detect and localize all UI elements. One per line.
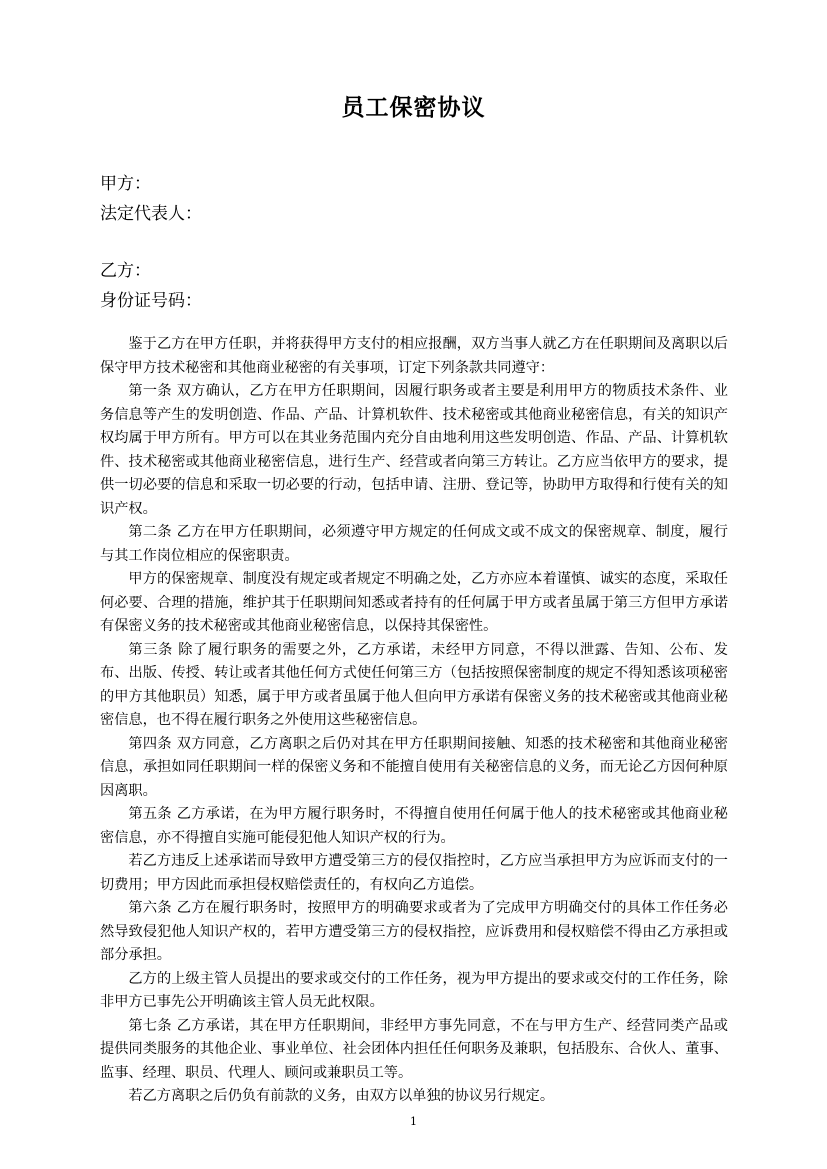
article-7-paragraph: 第七条 乙方承诺，其在甲方任职期间，非经甲方事先同意，不在与甲方生产、经营同类产品或提供同类服务的其他企业、事业单位、社会团体内担任任何职务及兼职，包括股东、合伙人、董事、监事、经理、职员、代理人、顾问或兼职员工等。 bbox=[100, 1017, 728, 1081]
agreement-body bbox=[100, 333, 728, 1109]
party-b-label: 乙方： bbox=[100, 261, 151, 281]
party-a-label: 甲方： bbox=[100, 174, 151, 194]
legal-representative-label: 法定代表人： bbox=[100, 204, 202, 224]
article-3-paragraph: 第三条 除了履行职务的需要之外，乙方承诺，未经甲方同意，不得以泄露、告知、公布、发布、出版、传授、转让或者其他任何方式使任何第三方（包括按照保密制度的规定不得知悉该项秘密的甲方其他职员）知悉，属于甲方或者虽属于他人但向甲方承诺有保密义务的技术秘密或其他商业秘密信息，也不得在履行职务之外使用这些秘密信息。 bbox=[100, 641, 728, 728]
article-4-paragraph: 第四条 双方同意，乙方离职之后仍对其在甲方任职期间接触、知悉的技术秘密和其他商业秘密信息，承担如同任职期间一样的保密义务和不能擅自使用有关秘密信息的义务，而无论乙方因何种原因离职。 bbox=[100, 735, 728, 799]
article-5-paragraph: 第五条 乙方承诺，在为甲方履行职务时，不得擅自使用任何属于他人的技术秘密或其他商业秘密信息，亦不得擅自实施可能侵犯他人知识产权的行为。 bbox=[100, 806, 728, 846]
document-title: 员工保密协议 bbox=[341, 94, 486, 121]
id-number-label: 身份证号码： bbox=[100, 291, 202, 311]
article-2-clause-2-paragraph: 甲方的保密规章、制度没有规定或者规定不明确之处，乙方亦应本着谨慎、诚实的态度，采取任何必要、合理的措施，维护其于任职期间知悉或者持有的任何属于甲方或者虽属于第三方但甲方承诺有保密义务的技术秘密或其他商业秘密信息，以保持其保密性。 bbox=[100, 571, 728, 634]
article-5-clause-2-paragraph: 若乙方违反上述承诺而导致甲方遭受第三方的侵仅指控时，乙方应当承担甲方为应诉而支付的一切费用；甲方因此而承担侵权赔偿责任的，有权向乙方追偿。 bbox=[100, 853, 728, 893]
article-2-paragraph: 第二条 乙方在甲方任职期间，必须遵守甲方规定的任何成文或不成文的保密规章、制度，履行与其工作岗位相应的保密职责。 bbox=[100, 524, 728, 564]
article-1-paragraph: 第一条 双方确认，乙方在甲方任职期间，因履行职务或者主要是利用甲方的物质技术条件、业务信息等产生的发明创造、作品、产品、计算机软件、技术秘密或其他商业秘密信息，有关的知识产权均属于甲方所有。甲方可以在其业务范围内充分自由地利用这些发明创造、作品、产品、计算机软件、技术秘密或其他商业秘密信息，进行生产、经营或者向第三方转让。乙方应当依甲方的要求，提供一切必要的信息和采取一切必要的行动，包括申请、注册、登记等，协助甲方取得和行使有关的知识产权。 bbox=[100, 383, 728, 517]
article-7-clause-2-paragraph: 若乙方离职之后仍负有前款的义务，由双方以单独的协议另行规定。 bbox=[128, 1088, 555, 1104]
preamble-paragraph: 鉴于乙方在甲方任职，并将获得甲方支付的相应报酬，双方当事人就乙方在任职期间及离职以后保守甲方技术秘密和其他商业秘密的有关事项，订定下列条款共同遵守： bbox=[100, 336, 728, 376]
article-6-paragraph: 第六条 乙方在履行职务时，按照甲方的明确要求或者为了完成甲方明确交付的具体工作任务必然导致侵犯他人知识产权的，若甲方遭受第三方的侵权指控，应诉费用和侵权赔偿不得由乙方承担或部分承担。 bbox=[100, 900, 728, 963]
page-number: 1 bbox=[410, 1115, 417, 1128]
article-6-clause-2-paragraph: 乙方的上级主管人员提出的要求或交付的工作任务，视为甲方提出的要求或交付的工作任务，除非甲方已事先公开明确该主管人员无此权限。 bbox=[100, 970, 728, 1010]
